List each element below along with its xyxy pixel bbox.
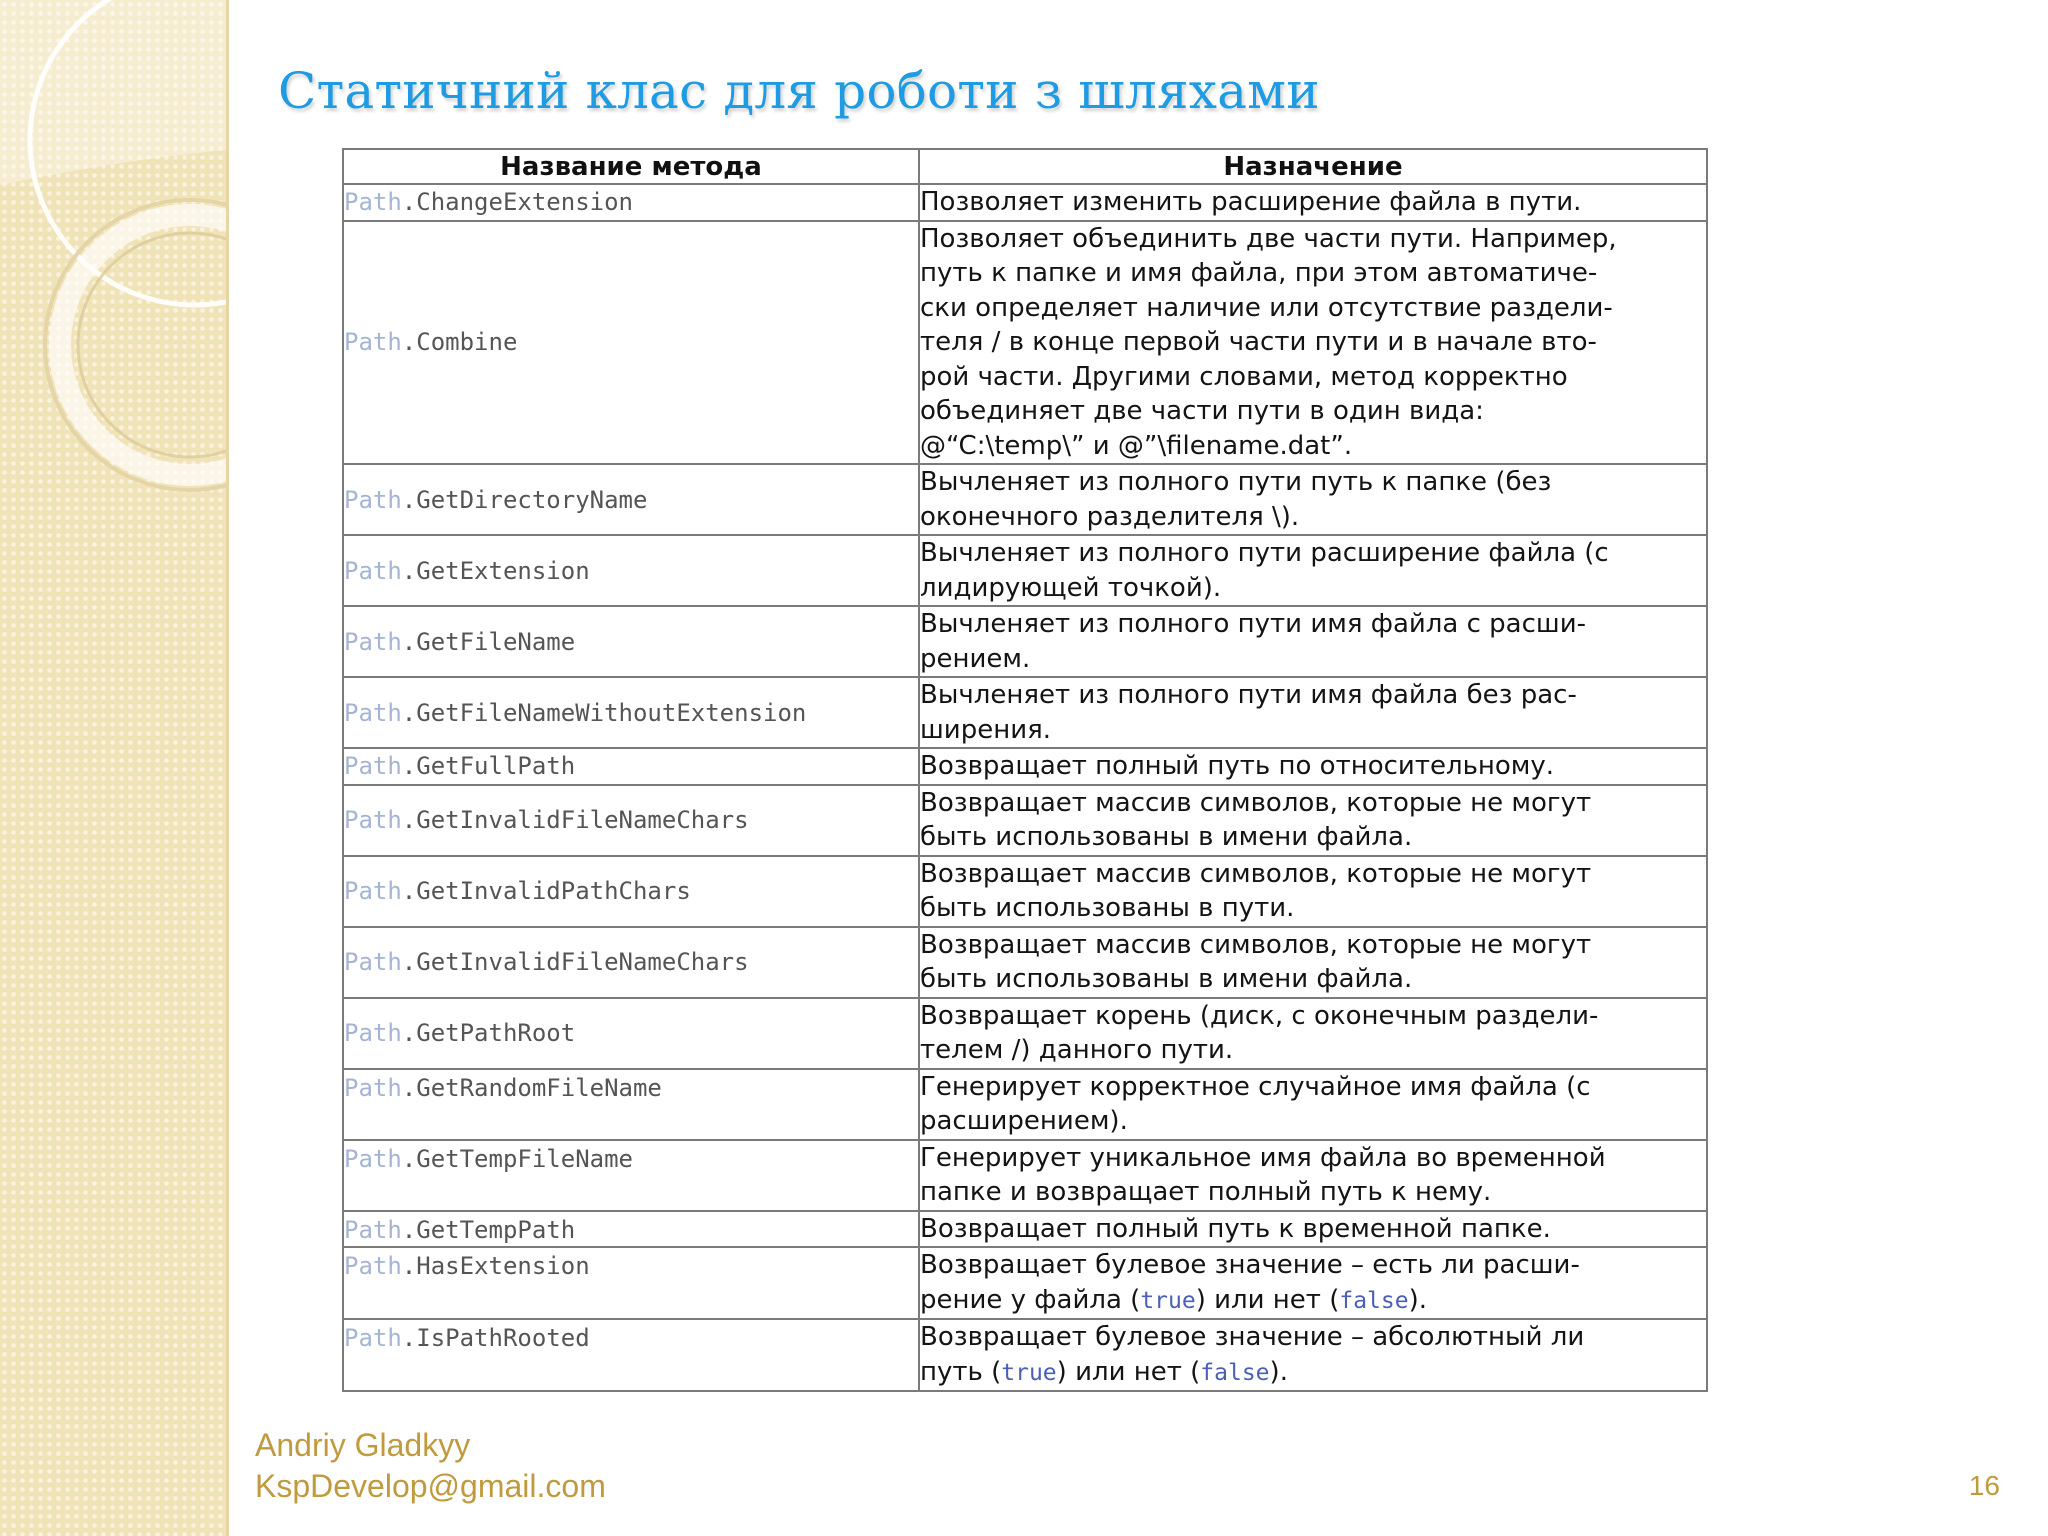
method-name-cell: [343, 1069, 919, 1140]
table-row: [343, 998, 1707, 1069]
method-name-cell: [343, 785, 919, 856]
method-name: .IsPathRooted: [401, 1324, 590, 1352]
description-line: Возвращает полный путь к временной папке.: [920, 1213, 1551, 1244]
class-prefix: Path: [344, 556, 402, 585]
method-description-cell: [919, 464, 1707, 535]
method-name: .GetTempPath: [401, 1215, 576, 1244]
method-name: .GetFullPath: [401, 752, 576, 781]
method-description-cell: [919, 535, 1707, 606]
class-prefix: Path: [344, 1215, 402, 1244]
description-fragment: путь (: [920, 1356, 1002, 1387]
table-row: [343, 1247, 1707, 1319]
class-prefix: Path: [344, 1019, 402, 1047]
method-name-cell: [343, 464, 919, 535]
description-line: быть использованы в имени файла.: [920, 822, 1413, 852]
method-name: .ChangeExtension: [401, 188, 633, 217]
description-line: Возвращает корень (диск, с оконечным раздели-: [920, 1000, 1599, 1031]
false-keyword: false: [1339, 1287, 1409, 1314]
table-row: [343, 1140, 1707, 1211]
false-keyword: false: [1200, 1359, 1270, 1386]
header-purpose: Назначение: [919, 149, 1707, 184]
description-line: Возвращает полный путь по относительному.: [920, 751, 1555, 781]
table-row: [343, 464, 1707, 535]
method-name: .GetInvalidPathChars: [401, 877, 691, 905]
description-line: теля / в конце первой части пути и в начале вто-: [920, 327, 1597, 357]
method-name: .GetRandomFileName: [401, 1073, 662, 1102]
footer-credits: [255, 1425, 606, 1507]
description-line: Возвращает массив символов, которые не могут: [920, 787, 1592, 818]
description-fragment: ) или нет (: [1195, 1284, 1340, 1315]
method-description-cell: [919, 1319, 1707, 1391]
method-description-cell: [919, 785, 1707, 856]
class-prefix: Path: [344, 1252, 402, 1280]
description-line: Возвращает массив символов, которые не могут: [920, 929, 1592, 960]
description-fragment: ) или нет (: [1056, 1356, 1201, 1387]
method-description-cell: [919, 221, 1707, 465]
description-line: объединяет две части пути в один вида:: [920, 396, 1484, 426]
method-description-cell: [919, 927, 1707, 998]
description-line: Генерирует корректное случайное имя файла (с: [920, 1071, 1591, 1102]
method-description-cell: [919, 1247, 1707, 1319]
method-name-cell: [343, 856, 919, 927]
description-line: телем /) данного пути.: [920, 1035, 1234, 1065]
true-keyword: true: [1140, 1287, 1196, 1314]
description-line: Возвращает булевое значение – есть ли расши-: [920, 1250, 1580, 1280]
description-line: Возвращает массив символов, которые не могут: [920, 858, 1592, 889]
class-prefix: Path: [344, 877, 402, 905]
description-line: [920, 1355, 1706, 1391]
description-line: ширения.: [920, 714, 1051, 745]
method-name-cell: [343, 1319, 919, 1391]
method-description-cell: [919, 856, 1707, 927]
description-line: Вычленяет из полного пути расширение файла (с: [920, 538, 1609, 568]
method-description-cell: [919, 1211, 1707, 1248]
description-fragment: ).: [1408, 1284, 1428, 1315]
true-keyword: true: [1001, 1359, 1057, 1386]
method-name: .GetTempFileName: [401, 1144, 633, 1173]
sidebar-divider: [226, 0, 229, 1536]
method-name-cell: [343, 677, 919, 748]
class-prefix: Path: [344, 1324, 402, 1352]
method-name: .GetDirectoryName: [401, 485, 648, 514]
decorative-sidebar: [0, 0, 226, 1536]
table-row: [343, 748, 1707, 785]
method-description-cell: [919, 1069, 1707, 1140]
table-row: [343, 1211, 1707, 1248]
description-line: Позволяет изменить расширение файла в пути.: [920, 187, 1582, 217]
class-prefix: Path: [344, 627, 402, 656]
method-name: .HasExtension: [401, 1252, 590, 1280]
description-line: ски определяет наличие или отсутствие раздели-: [920, 292, 1613, 323]
author-email: KspDevelop@gmail.com: [255, 1468, 606, 1504]
description-line: лидирующей точкой).: [920, 572, 1222, 603]
author-name: Andriy Gladkyy: [255, 1427, 471, 1463]
method-name-cell: [343, 1140, 919, 1211]
class-prefix: Path: [344, 328, 402, 357]
method-name-cell: [343, 1211, 919, 1248]
method-name-cell: [343, 221, 919, 465]
description-line: @“C:\temp\” и @”\filename.dat”.: [920, 430, 1353, 461]
description-fragment: ).: [1269, 1356, 1288, 1387]
description-line: быть использованы в пути.: [920, 893, 1295, 923]
method-name: .GetFileName: [401, 627, 576, 656]
class-prefix: Path: [344, 948, 402, 976]
table-row: [343, 221, 1707, 465]
table-row: [343, 1069, 1707, 1140]
description-line: расширением).: [920, 1106, 1128, 1136]
method-name: .GetInvalidFileNameChars: [401, 948, 749, 976]
class-prefix: Path: [344, 806, 402, 834]
description-line: Генерирует уникальное имя файла во временной: [920, 1142, 1606, 1173]
description-line: Вычленяет из полного пути путь к папке (без: [920, 467, 1552, 497]
table-row: [343, 184, 1707, 221]
description-line: рой части. Другими словами, метод корректно: [920, 361, 1568, 392]
class-prefix: Path: [344, 485, 402, 514]
method-name: .GetFileNameWithoutExtension: [401, 698, 807, 727]
description-line: папке и возвращает полный путь к нему.: [920, 1177, 1492, 1207]
method-name-cell: [343, 748, 919, 785]
class-prefix: Path: [344, 752, 402, 781]
description-line: Возвращает булевое значение – абсолютный ли: [920, 1322, 1585, 1352]
slide-title: Статичний клас для роботи з шляхами: [278, 62, 1320, 120]
description-line: быть использованы в имени файла.: [920, 964, 1413, 994]
method-name-cell: [343, 606, 919, 677]
method-name: .GetExtension: [401, 556, 590, 585]
method-name-cell: [343, 184, 919, 221]
table-row: [343, 677, 1707, 748]
method-name: .GetPathRoot: [401, 1019, 576, 1047]
page-number: 16: [1968, 1470, 2000, 1501]
class-prefix: Path: [344, 1144, 402, 1173]
table-header-row: [343, 149, 1707, 184]
method-description-cell: [919, 998, 1707, 1069]
description-line: Вычленяет из полного пути имя файла с расши-: [920, 609, 1586, 639]
method-name-cell: [343, 535, 919, 606]
class-prefix: Path: [344, 1073, 402, 1102]
class-prefix: Path: [344, 698, 402, 727]
description-fragment: рение у файла (: [920, 1284, 1141, 1315]
description-line: путь к папке и имя файла, при этом автоматиче-: [920, 258, 1598, 288]
description-line: рением.: [920, 643, 1031, 674]
method-name-cell: [343, 927, 919, 998]
table-row: [343, 535, 1707, 606]
class-prefix: Path: [344, 188, 402, 217]
method-name-cell: [343, 998, 919, 1069]
decorative-rings-graphic: [0, 0, 226, 520]
table-row: [343, 856, 1707, 927]
table-row: [343, 606, 1707, 677]
table-row: [343, 1319, 1707, 1391]
header-method-name: Название метода: [343, 149, 919, 184]
description-line: [920, 1283, 1706, 1319]
table-row: [343, 927, 1707, 998]
method-name-cell: [343, 1247, 919, 1319]
method-description-cell: [919, 606, 1707, 677]
path-methods-table: [342, 148, 1708, 1392]
method-description-cell: [919, 1140, 1707, 1211]
method-description-cell: [919, 748, 1707, 785]
method-description-cell: [919, 184, 1707, 221]
method-name: .Combine: [401, 328, 518, 357]
description-line: Позволяет объединить две части пути. Например,: [920, 223, 1617, 254]
table-row: [343, 785, 1707, 856]
description-line: Вычленяет из полного пути имя файла без рас-: [920, 680, 1577, 710]
method-description-cell: [919, 677, 1707, 748]
method-name: .GetInvalidFileNameChars: [401, 806, 749, 834]
description-line: оконечного разделителя \).: [920, 501, 1300, 532]
